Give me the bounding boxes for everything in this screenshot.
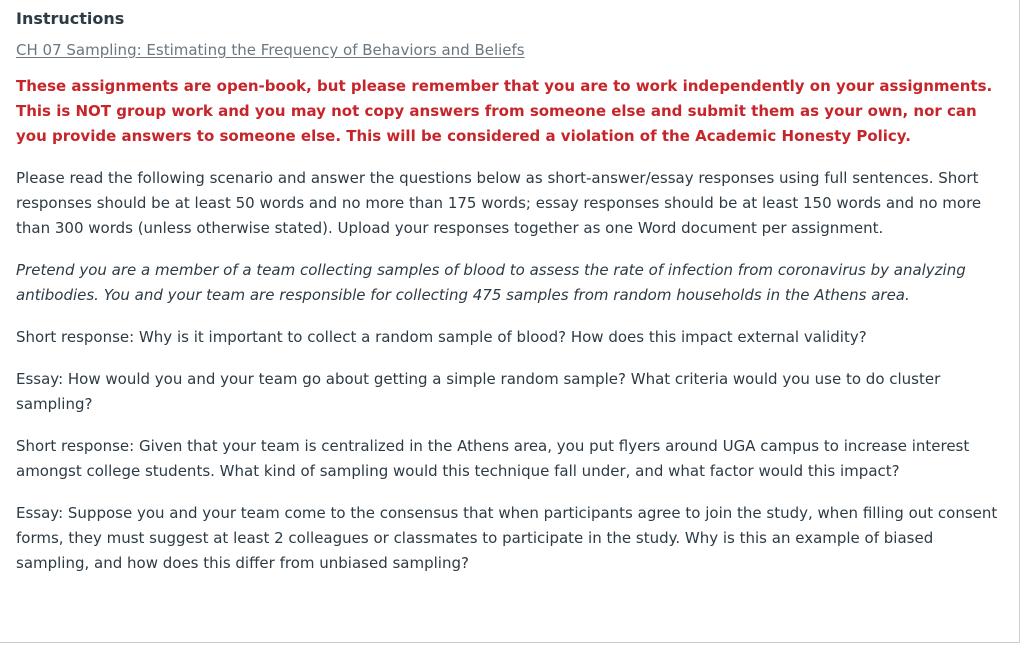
question-1: Short response: Why is it important to collect a random sample of blood? How does this impact external validity? bbox=[16, 328, 867, 346]
instructions-panel bbox=[16, 8, 1006, 593]
question-4: Essay: Suppose you and your team come to the consensus that when participants agree to join the study, when filling out consent forms, they must suggest at least 2 colleagues or classmates to participate in the study. Why is this an example of biased sampling, and how does this differ from unbiased sampling? bbox=[16, 504, 998, 572]
module-link[interactable]: CH 07 Sampling: Estimating the Frequency of Behaviors and Beliefs bbox=[16, 41, 525, 59]
instructions-paragraph: Please read the following scenario and answer the questions below as short-answer/essay responses using full sentences. Short responses should be at least 50 words and no more than 175 words; essay responses should be at least 150 words and no more than 300 words (unless otherwise stated). Upload your responses together as one Word document per assignment. bbox=[16, 169, 982, 237]
page-title: Instructions bbox=[16, 9, 125, 28]
question-3: Short response: Given that your team is centralized in the Athens area, you put flyers around UGA campus to increase interest amongst college students. What kind of sampling would this technique fall under, and what factor would this impact? bbox=[16, 437, 970, 480]
scenario-paragraph: Pretend you are a member of a team collecting samples of blood to assess the rate of infection from coronavirus by analyzing antibodies. You and your team are responsible for collecting 475 samples from random households in the Athens area. bbox=[16, 261, 966, 304]
academic-honesty-warning: These assignments are open-book, but please remember that you are to work independently on your assignments. This is NOT group work and you may not copy answers from someone else and submit them as your own, nor can you provide answers to someone else. This will be considered a violation of the Academic Honesty Policy. bbox=[16, 77, 993, 145]
question-2: Essay: How would you and your team go about getting a simple random sample? What criteria would you use to do cluster sampling? bbox=[16, 370, 941, 413]
